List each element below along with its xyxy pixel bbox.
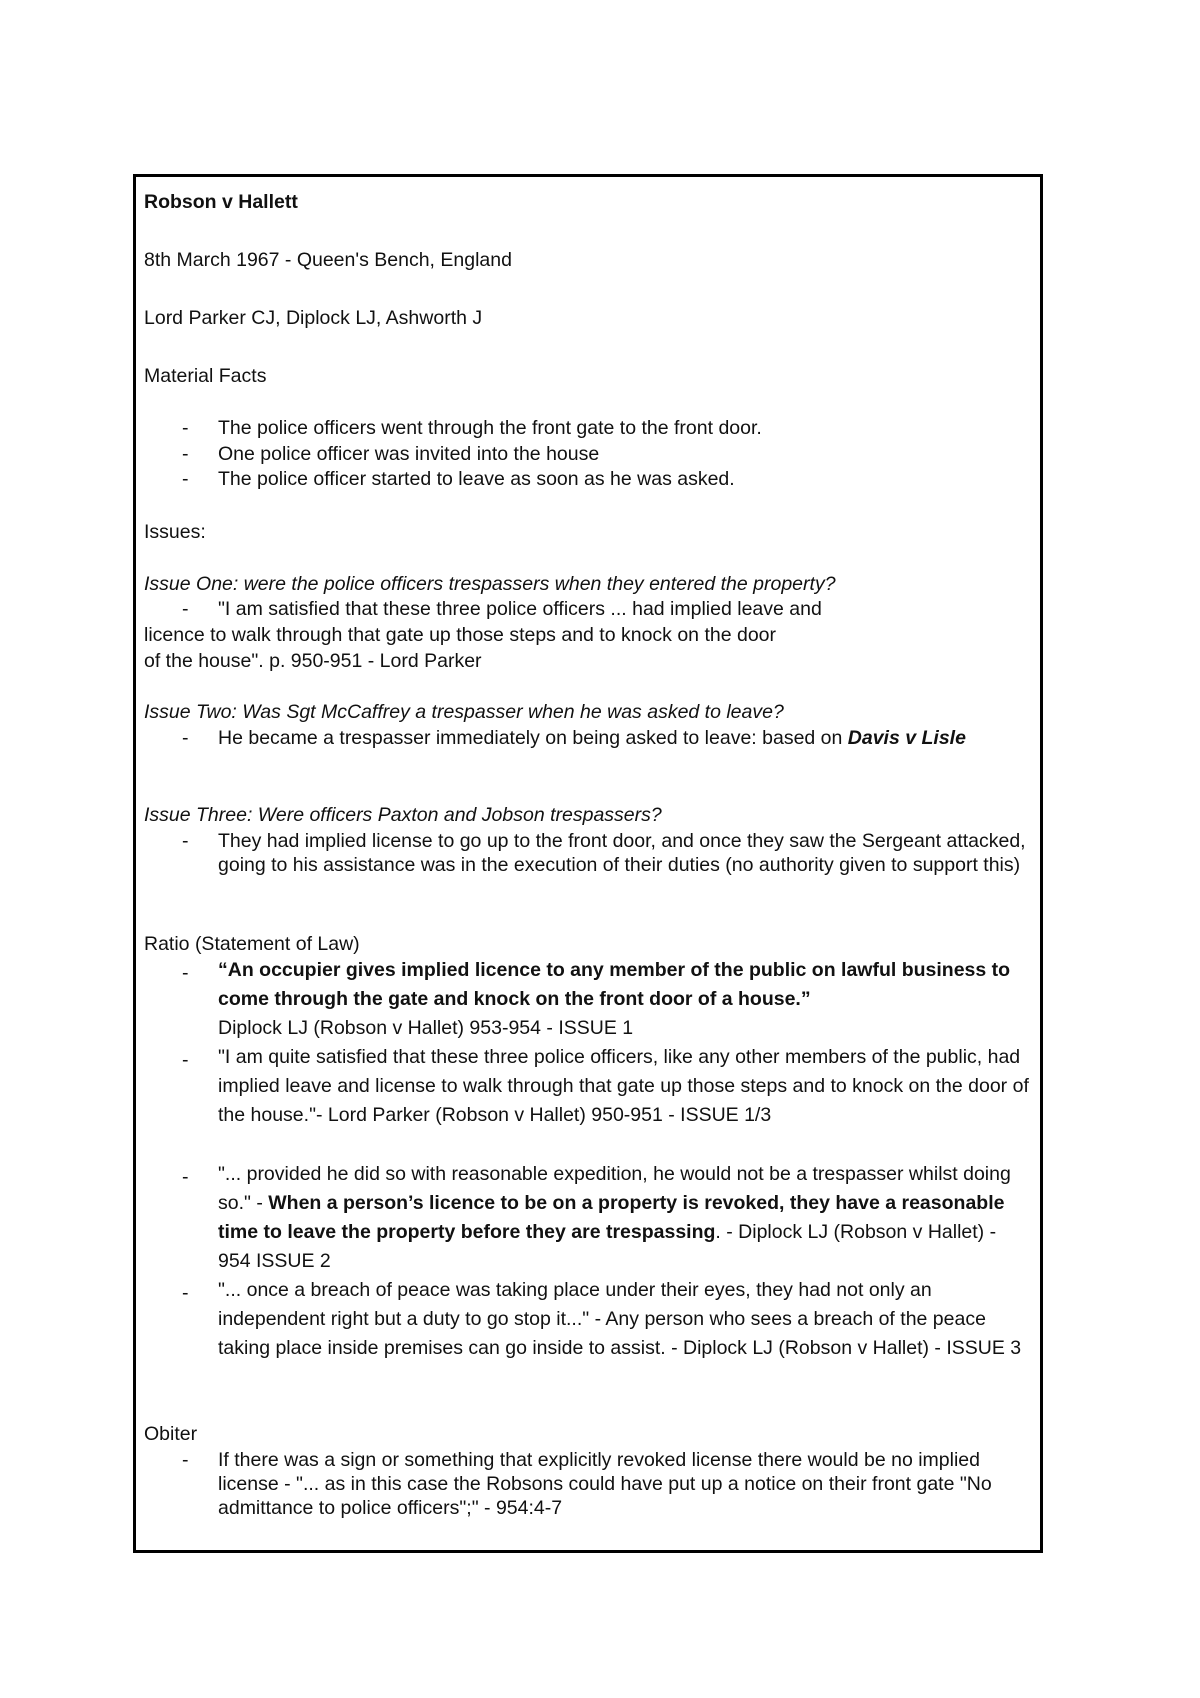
issue-one-line: "I am satisfied that these three police officers ... had implied leave and <box>218 598 822 620</box>
issue-three-heading: Issue Three: Were officers Paxton and Jobson trespassers? <box>144 804 662 826</box>
bullet: - <box>182 1449 189 1471</box>
issue-two-body: He became a trespasser immediately on being asked to leave: based on <box>218 727 848 749</box>
issue-one-heading: Issue One: were the police officers trespassers when they entered the property? <box>144 573 836 595</box>
issue-one-line: of the house". p. 950-951 - Lord Parker <box>144 650 482 672</box>
obiter-heading: Obiter <box>144 1423 198 1445</box>
fact-item: The police officers went through the front gate to the front door. <box>218 417 762 439</box>
ratio-source: . - Diplock LJ (Robson v Hallet) - 954 ISSUE 2 <box>218 1221 997 1272</box>
ratio-item-3 <box>218 1160 1033 1276</box>
bullet: - <box>182 417 189 439</box>
ratio-principle: When a person’s licence to be on a property is revoked, they have a reasonable time to leave the property before they are trespassing <box>218 1192 1005 1243</box>
bullet: - <box>182 598 189 620</box>
fact-item: One police officer was invited into the house <box>218 443 600 465</box>
issues-heading: Issues: <box>144 521 206 543</box>
fact-item: The police officer started to leave as soon as he was asked. <box>218 468 735 490</box>
case-title: Robson v Hallett <box>144 191 298 213</box>
judges: Lord Parker CJ, Diplock LJ, Ashworth J <box>144 307 483 329</box>
bullet: - <box>182 727 189 749</box>
date-court: 8th March 1967 - Queen's Bench, England <box>144 249 512 271</box>
case-citation: Davis v Lisle <box>847 727 966 749</box>
bullet: - <box>182 468 189 490</box>
bullet: - <box>182 443 189 465</box>
obiter-text: If there was a sign or something that explicitly revoked license there would be no implied license - "... as in this case the Robsons could have put up a notice on their front gate "No admittance to police officers";" - 954:4-7 <box>218 1449 992 1519</box>
ratio-quote: “An occupier gives implied licence to any member of the public on lawful business to come through the gate and knock on the front door of a house.” <box>218 959 1011 1010</box>
ratio-heading: Ratio (Statement of Law) <box>144 933 360 955</box>
issue-two-text <box>218 726 1018 750</box>
material-facts-heading: Material Facts <box>144 365 267 387</box>
ratio-item-2: "I am quite satisfied that these three police officers, like any other members of the public, had implied leave and license to walk through that gate up those steps and to knock on the door of the house."- Lord Parker (Robson v Hallet) 950-951 - ISSUE 1/3 <box>218 1046 1029 1126</box>
bullet: - <box>182 830 189 852</box>
ratio-item-4: "... once a breach of peace was taking place under their eyes, they had not only an independent right but a duty to go stop it..." - Any person who sees a breach of the peace taking place inside premises can go inside to assist. - Diplock LJ (Robson v Hallet) - ISSUE 3 <box>218 1279 1022 1359</box>
bullet: - <box>182 962 189 984</box>
ratio-source: Diplock LJ (Robson v Hallet) 953-954 - ISSUE 1 <box>218 1017 634 1039</box>
ratio-quote: "... provided he did so with reasonable expedition, he would not be a trespasser whilst doing so." - <box>218 1163 1011 1214</box>
issue-three-text: They had implied license to go up to the front door, and once they saw the Sergeant attacked, going to his assistance was in the execution of their duties (no authority given to support this) <box>218 830 1026 876</box>
ratio-item-1 <box>218 956 1033 1043</box>
bullet: - <box>182 1049 189 1071</box>
issue-two-heading: Issue Two: Was Sgt McCaffrey a trespasser when he was asked to leave? <box>144 701 784 723</box>
issue-one-line: licence to walk through that gate up those steps and to knock on the door <box>144 624 776 646</box>
bullet: - <box>182 1282 189 1304</box>
bullet: - <box>182 1166 189 1188</box>
